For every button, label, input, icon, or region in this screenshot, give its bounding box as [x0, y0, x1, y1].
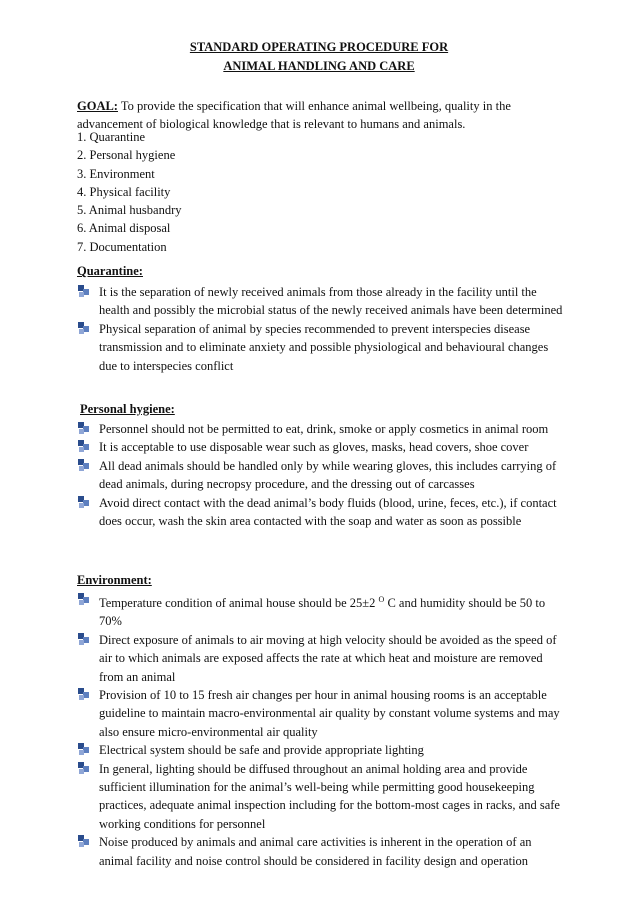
quarantine-heading: Quarantine:: [77, 264, 143, 278]
bullet-icon: [77, 835, 90, 848]
personal-hygiene-heading: Personal hygiene:: [80, 402, 175, 416]
bullet-icon: [77, 496, 90, 509]
bullet-icon: [77, 762, 90, 775]
temperature-text-end: C and humidity should be 50 to 70%: [99, 596, 546, 629]
bullet-icon: [77, 322, 90, 335]
quarantine-list: [77, 283, 567, 375]
list-item: [77, 591, 567, 631]
bullet-icon: [77, 440, 90, 453]
topic-item: 3. Environment: [77, 166, 155, 181]
topic-item: 6. Animal disposal: [77, 221, 171, 236]
list-item-text: Avoid direct contact with the dead animal’s body fluids (blood, urine, feces, etc.), if contact does occur, wash the skin area contacted with the soap and water as soon as possible: [99, 495, 557, 529]
bullet-icon: [77, 593, 90, 606]
list-item-text: Provision of 10 to 15 fresh air changes per hour in animal housing rooms is an acceptable guideline to maintain macro-environmental air quality by constant volume systems and may also ensure micro-environmental air quality: [99, 688, 560, 739]
list-item: [77, 741, 567, 759]
environment-heading: Environment:: [77, 573, 152, 587]
list-item-text: Electrical system should be safe and provide appropriate lighting: [99, 743, 424, 758]
goal-label: GOAL:: [77, 99, 118, 113]
topic-item: 5. Animal husbandry: [77, 203, 182, 218]
list-item: [77, 631, 567, 686]
bullet-icon: [77, 285, 90, 298]
topic-item: 1. Quarantine: [77, 130, 146, 144]
list-item-text: Personnel should not be permitted to eat, drink, smoke or apply cosmetics in animal room: [99, 422, 549, 436]
bullet-icon: [77, 459, 90, 472]
topic-item: 2. Personal hygiene: [77, 148, 176, 163]
topic-item: 7. Documentation: [77, 239, 167, 254]
list-item: [77, 283, 567, 320]
bullet-icon: [77, 422, 90, 435]
bullet-icon: [77, 688, 90, 701]
degree-mark: O: [378, 595, 385, 604]
list-item-text: In general, lighting should be diffused throughout an animal holding area and provide sufficient illumination for the animal’s well-being while permitting good housekeeping practices, adequate animal inspection including for the bottom-most cages in racks, and safe working conditions for personnel: [99, 761, 560, 831]
list-item-text: It is the separation of newly received animals from those already in the facility until the health and possibly the microbial status of the newly received animals have been determined: [99, 285, 563, 318]
topic-list: [77, 128, 182, 256]
list-item: [77, 420, 567, 438]
list-item: [77, 494, 567, 531]
list-item-text: All dead animals should be handled only by while wearing gloves, this includes carrying of dead animals, during necropsy procedure, and the dressing out of carcasses: [99, 458, 557, 492]
list-item: [77, 438, 567, 456]
list-item: [77, 320, 567, 375]
list-item: [77, 760, 567, 834]
bullet-icon: [77, 633, 90, 646]
list-item-text: It is acceptable to use disposable wear such as gloves, masks, head covers, shoe cover: [99, 440, 529, 455]
document-title-line1: STANDARD OPERATING PROCEDURE FOR: [189, 40, 449, 54]
list-item: [77, 833, 567, 870]
list-item-text: Physical separation of animal by species recommended to prevent interspecies disease transmission and to eliminate anxiety and possible physiological and behavioural changes due to interspecies conflict: [99, 321, 549, 373]
goal-text: To provide the specification that will enhance animal wellbeing, quality in the advancement of biological knowledge that is relevant to humans and animals.: [77, 99, 511, 131]
environment-list: [77, 591, 567, 870]
bullet-icon: [77, 743, 90, 756]
topic-item: 4. Physical facility: [77, 184, 171, 199]
personal-hygiene-list: [77, 420, 567, 530]
list-item-text: Direct exposure of animals to air moving at high velocity should be avoided as the speed of air to which animals are exposed affects the rate at which heat and moisture are removed from an animal: [99, 632, 557, 684]
list-item-text: Noise produced by animals and animal care activities is inherent in the operation of an animal facility and noise control should be considered in facility design and operation: [99, 835, 532, 868]
temperature-text: Temperature condition of animal house should be 25±2: [99, 596, 379, 610]
list-item: [77, 457, 567, 494]
document-title-line2: ANIMAL HANDLING AND CARE: [223, 59, 415, 73]
list-item: [77, 686, 567, 741]
